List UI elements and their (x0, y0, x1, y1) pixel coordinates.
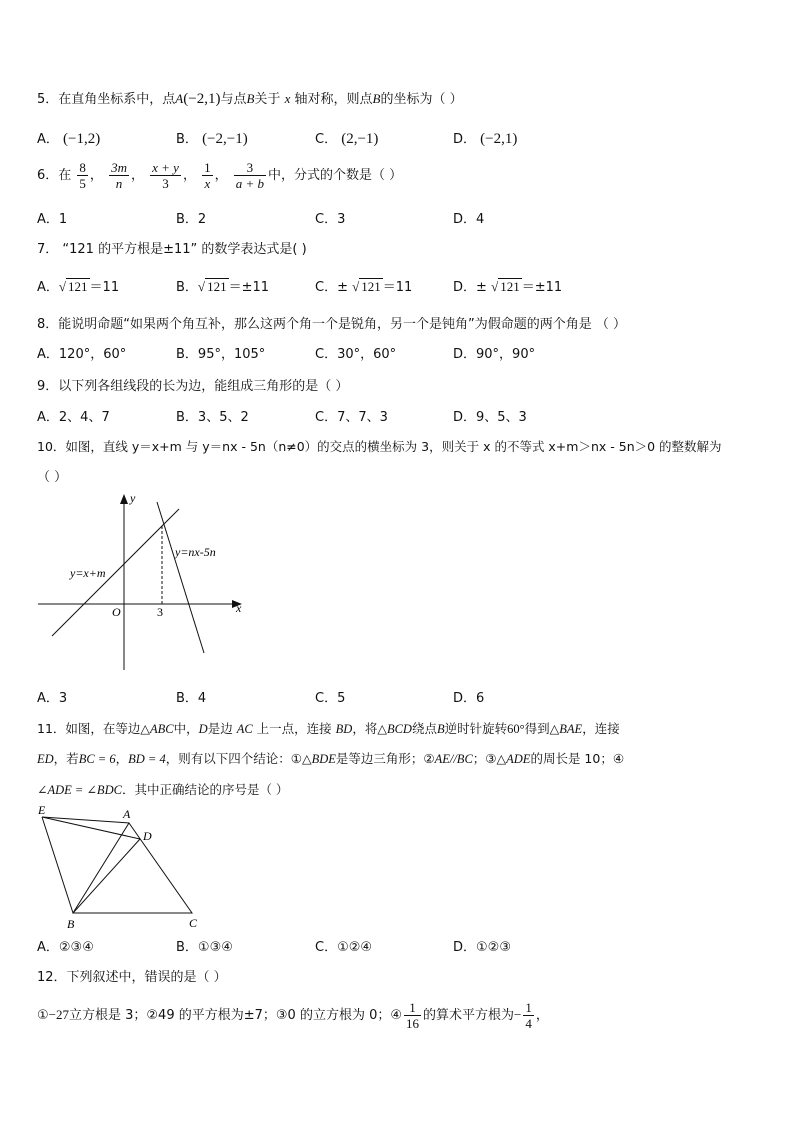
y-axis-label: y (130, 491, 136, 505)
q6-stem (37, 160, 402, 191)
option-value: 2 (197, 212, 207, 227)
segment-bd (73, 839, 140, 913)
q5-option-d[interactable] (453, 128, 517, 148)
q11-text: 的周长是 10；④ (530, 751, 625, 766)
denominator: 5 (79, 176, 86, 191)
q11-text: 绕点 (411, 721, 437, 736)
option-value: ＝±11 (521, 280, 563, 295)
q6-option-a[interactable] (37, 208, 67, 227)
numerator: 1 (204, 160, 211, 175)
label-c: C (189, 916, 198, 930)
q5-option-c[interactable] (315, 128, 378, 148)
q11-text: 中， (173, 721, 199, 736)
q11-text: 逆时针旋转 (444, 721, 508, 736)
q11-math: △BAE (549, 722, 583, 736)
option-value: ＝11 (382, 280, 413, 295)
q7-stem: 7． “121 的平方根是±11” 的数学表达式是( ) (37, 242, 307, 257)
separator: ， (214, 168, 228, 183)
option-label: B． (176, 212, 198, 227)
q5-text: 5．在直角坐标系中，点 (37, 92, 176, 107)
q8-option-a[interactable] (37, 343, 126, 362)
q5-option-b[interactable] (176, 128, 248, 148)
q11-math: 60° (507, 722, 525, 736)
option-value: 3 (58, 691, 68, 706)
tick-3-label: 3 (157, 605, 163, 619)
q11-text: 是边 (207, 721, 233, 736)
q9-option-c[interactable] (315, 406, 388, 425)
sqrt-symbol: √ 121 (352, 279, 381, 294)
q12-fraction-1 (404, 1000, 421, 1031)
option-label: D． (453, 212, 477, 227)
q8-option-c[interactable] (315, 343, 396, 362)
option-label: B． (176, 132, 198, 147)
option-label: A． (37, 410, 59, 425)
option-value: 95°，105° (197, 347, 266, 362)
q11-math: ∠ADE = ∠BDC (37, 783, 122, 797)
q5-point-b: B (372, 91, 381, 106)
numerator: 1 (404, 1000, 421, 1016)
numerator: 1 (525, 1000, 532, 1015)
q11-math: AE//BC (434, 752, 473, 766)
q8-stem: 8．能说明命题“如果两个角互补，那么这两个角一个是锐角，另一个是钝角”为假命题的两个角是 （ ） (37, 317, 627, 332)
option-label: B． (176, 691, 198, 706)
separator: ， (130, 168, 144, 183)
option-label: D． (453, 132, 477, 147)
q11-math: BD (335, 722, 353, 736)
option-label: D． (453, 347, 477, 362)
q11-option-d[interactable] (453, 936, 511, 955)
option-value: (2,−1) (341, 131, 379, 147)
q9-stem: 9．以下列各组线段的长为边，能组成三角形的是（ ） (37, 379, 349, 394)
option-label: A． (37, 347, 59, 362)
q6-fraction-5 (234, 160, 266, 191)
q11-math: AC (236, 722, 253, 736)
q6-option-b[interactable] (176, 208, 206, 227)
q11-math: ED (37, 752, 54, 766)
option-label: C． (315, 280, 338, 295)
option-label: A． (37, 212, 59, 227)
label-e: E (38, 803, 46, 817)
q12-stem: 12．下列叙述中，错误的是（ ） (37, 970, 227, 985)
option-label: D． (453, 940, 477, 955)
q11-math: △BDE (301, 752, 336, 766)
q10-option-c[interactable] (315, 687, 345, 706)
q11-stem-line1 (37, 719, 620, 737)
line2-label: y=nx-5n (175, 545, 216, 559)
option-value: ①③④ (197, 940, 233, 955)
option-value: 5 (337, 691, 346, 706)
option-value: ＝±11 (228, 280, 269, 295)
radicand: 121 (207, 279, 227, 294)
option-value: 4 (197, 691, 207, 706)
q8-option-b[interactable] (176, 343, 265, 362)
segment-eb (42, 817, 73, 913)
q7-option-a[interactable] (37, 276, 119, 295)
option-value: 1 (58, 212, 68, 227)
q5-point-a-coord: (−2,1) (183, 91, 221, 107)
q11-text: ；③ (472, 751, 497, 766)
q5-option-a[interactable] (37, 128, 100, 148)
option-value: (−1,2) (63, 131, 101, 147)
option-value: 6 (476, 691, 485, 706)
q9-option-b[interactable] (176, 406, 249, 425)
option-label: C． (315, 132, 338, 147)
option-label: C． (315, 212, 338, 227)
q11-option-c[interactable] (315, 936, 372, 955)
option-value: 4 (476, 212, 485, 227)
option-label: A． (37, 280, 59, 295)
numerator: x + y (152, 160, 179, 175)
denominator: n (115, 176, 123, 191)
numerator: 8 (79, 160, 86, 175)
q9-option-d[interactable] (453, 406, 527, 425)
option-label: B． (176, 280, 198, 295)
option-value: ＝11 (89, 280, 120, 295)
option-value: ①②③ (476, 940, 511, 955)
line-y-nx-5n (157, 502, 204, 653)
q11-stem-line3 (37, 780, 288, 798)
x-axis-label: x (236, 601, 242, 615)
q11-text: 11．如图，在等边 (37, 721, 141, 736)
separator: ， (89, 168, 103, 183)
q11-figure (34, 802, 204, 932)
option-prefix: ± (476, 280, 487, 295)
q11-math: △ABC (140, 722, 174, 736)
q11-text: 是等边三角形；② (335, 751, 435, 766)
sqrt-symbol: √ 121 (58, 279, 88, 294)
option-value: 2、4、7 (58, 410, 110, 425)
q9-option-a[interactable] (37, 406, 110, 425)
q12-statements (37, 1000, 549, 1031)
q5-stem (37, 88, 463, 108)
q12-math: −27 (48, 1007, 69, 1022)
option-value: (−2,−1) (202, 131, 248, 147)
denominator: x (204, 176, 211, 191)
q12-math: − (514, 1007, 522, 1022)
option-label: B． (176, 347, 198, 362)
option-label: B． (176, 410, 198, 425)
q11-text: 得到 (524, 721, 550, 736)
label-d: D (143, 829, 152, 843)
q5-text: 与点 (220, 92, 247, 107)
q10-option-b[interactable] (176, 687, 206, 706)
q5-point-a: A (175, 91, 184, 106)
q10-option-d[interactable] (453, 687, 484, 706)
option-label: D． (453, 691, 477, 706)
y-axis-arrow (120, 494, 128, 504)
q11-math: △ADE (496, 752, 531, 766)
option-value: 3、5、2 (197, 410, 249, 425)
denominator: a + b (235, 176, 265, 191)
q12-text: 立方根是 3；②49 的平方根为±7；③0 的立方根为 0；④ (69, 1008, 403, 1023)
option-label: D． (453, 410, 477, 425)
q6-fraction-1 (77, 160, 88, 191)
q10-stem-paren: （ ） (37, 470, 68, 485)
q11-math: BD = 4 (128, 752, 166, 766)
option-label: C． (315, 347, 338, 362)
q10-stem: 10．如图，直线 y＝x+m 与 y＝nx - 5n（n≠0）的交点的横坐标为 3，则关于 x 的不等式 x+m＞nx - 5n＞0 的整数解为 (37, 439, 722, 454)
q6-fraction-4 (202, 160, 213, 191)
q11-text: ， (115, 751, 129, 766)
option-value: (−2,1) (480, 131, 518, 147)
q5-text: 的坐标为（ ） (380, 92, 463, 107)
q7-option-c[interactable] (315, 276, 412, 295)
q11-stem-line2 (37, 749, 624, 767)
q11-math: △BCD (377, 722, 412, 736)
label-b: B (67, 917, 75, 931)
option-value: 30°，60° (337, 347, 397, 362)
option-label: C． (315, 940, 338, 955)
option-value: ①②④ (337, 940, 373, 955)
q11-text: ，将 (352, 721, 378, 736)
radicand: 121 (500, 279, 520, 294)
separator: ， (182, 168, 196, 183)
origin-label: O (112, 605, 121, 619)
q10-option-a[interactable] (37, 687, 67, 706)
option-value: 7、7、3 (337, 410, 388, 425)
denominator: 16 (406, 1016, 420, 1031)
option-value: ②③④ (58, 940, 94, 955)
q11-math: BC = 6 (78, 752, 116, 766)
option-label: D． (453, 280, 477, 295)
q12-fraction-2 (523, 1000, 534, 1031)
sqrt-symbol: √ 121 (197, 279, 227, 294)
q6-fraction-2 (109, 160, 129, 191)
q11-text: ．其中正确结论的序号是（ ） (121, 782, 289, 797)
numerator: 3 (234, 160, 266, 176)
option-label: A． (37, 132, 59, 147)
q11-math: D (198, 722, 208, 736)
q11-text: ，则有以下四个结论：① (165, 751, 302, 766)
q5-point-b: B (246, 91, 255, 106)
triangle-abc (73, 823, 192, 913)
option-label: B． (176, 940, 198, 955)
numerator: 3m (111, 160, 127, 175)
option-label: A． (37, 940, 59, 955)
option-prefix: ± (337, 280, 348, 295)
q12-text: ① (37, 1008, 49, 1023)
q11-option-b[interactable] (176, 936, 233, 955)
sqrt-symbol: √ 121 (491, 279, 520, 294)
option-label: C． (315, 691, 338, 706)
option-value: 3 (337, 212, 346, 227)
q6-option-c[interactable] (315, 208, 345, 227)
q6-text: 中，分式的个数是（ ） (268, 168, 403, 183)
q11-text: 上一点，连接 (256, 721, 332, 736)
denominator: 3 (162, 176, 169, 191)
q5-text: 关于 (254, 92, 281, 107)
q7-option-b[interactable] (176, 276, 269, 295)
q6-text: 6．在 (37, 168, 72, 183)
q12-text: ， (535, 1008, 549, 1023)
q8-option-d[interactable] (453, 343, 535, 362)
option-label: C． (315, 410, 338, 425)
option-value: 120°，60° (58, 347, 127, 362)
option-value: 90°，90° (476, 347, 536, 362)
q6-fraction-3 (150, 160, 181, 191)
q11-option-a[interactable] (37, 936, 94, 955)
q7-option-d[interactable] (453, 276, 562, 295)
q10-figure (36, 490, 251, 675)
q5-text: 轴对称，则点 (294, 92, 373, 107)
option-value: 9、5、3 (476, 410, 527, 425)
q12-text: 的算术平方根为 (423, 1008, 515, 1023)
denominator: 4 (525, 1016, 532, 1031)
radicand: 121 (361, 279, 381, 294)
q5-axis: x (284, 91, 291, 106)
radicand: 121 (68, 279, 88, 294)
q11-text: ，若 (53, 751, 79, 766)
label-a: A (123, 807, 131, 821)
q6-option-d[interactable] (453, 208, 484, 227)
option-label: A． (37, 691, 59, 706)
line1-label: y=x+m (70, 566, 106, 580)
q11-text: ，连接 (582, 721, 620, 736)
q11-math: B (436, 722, 445, 736)
